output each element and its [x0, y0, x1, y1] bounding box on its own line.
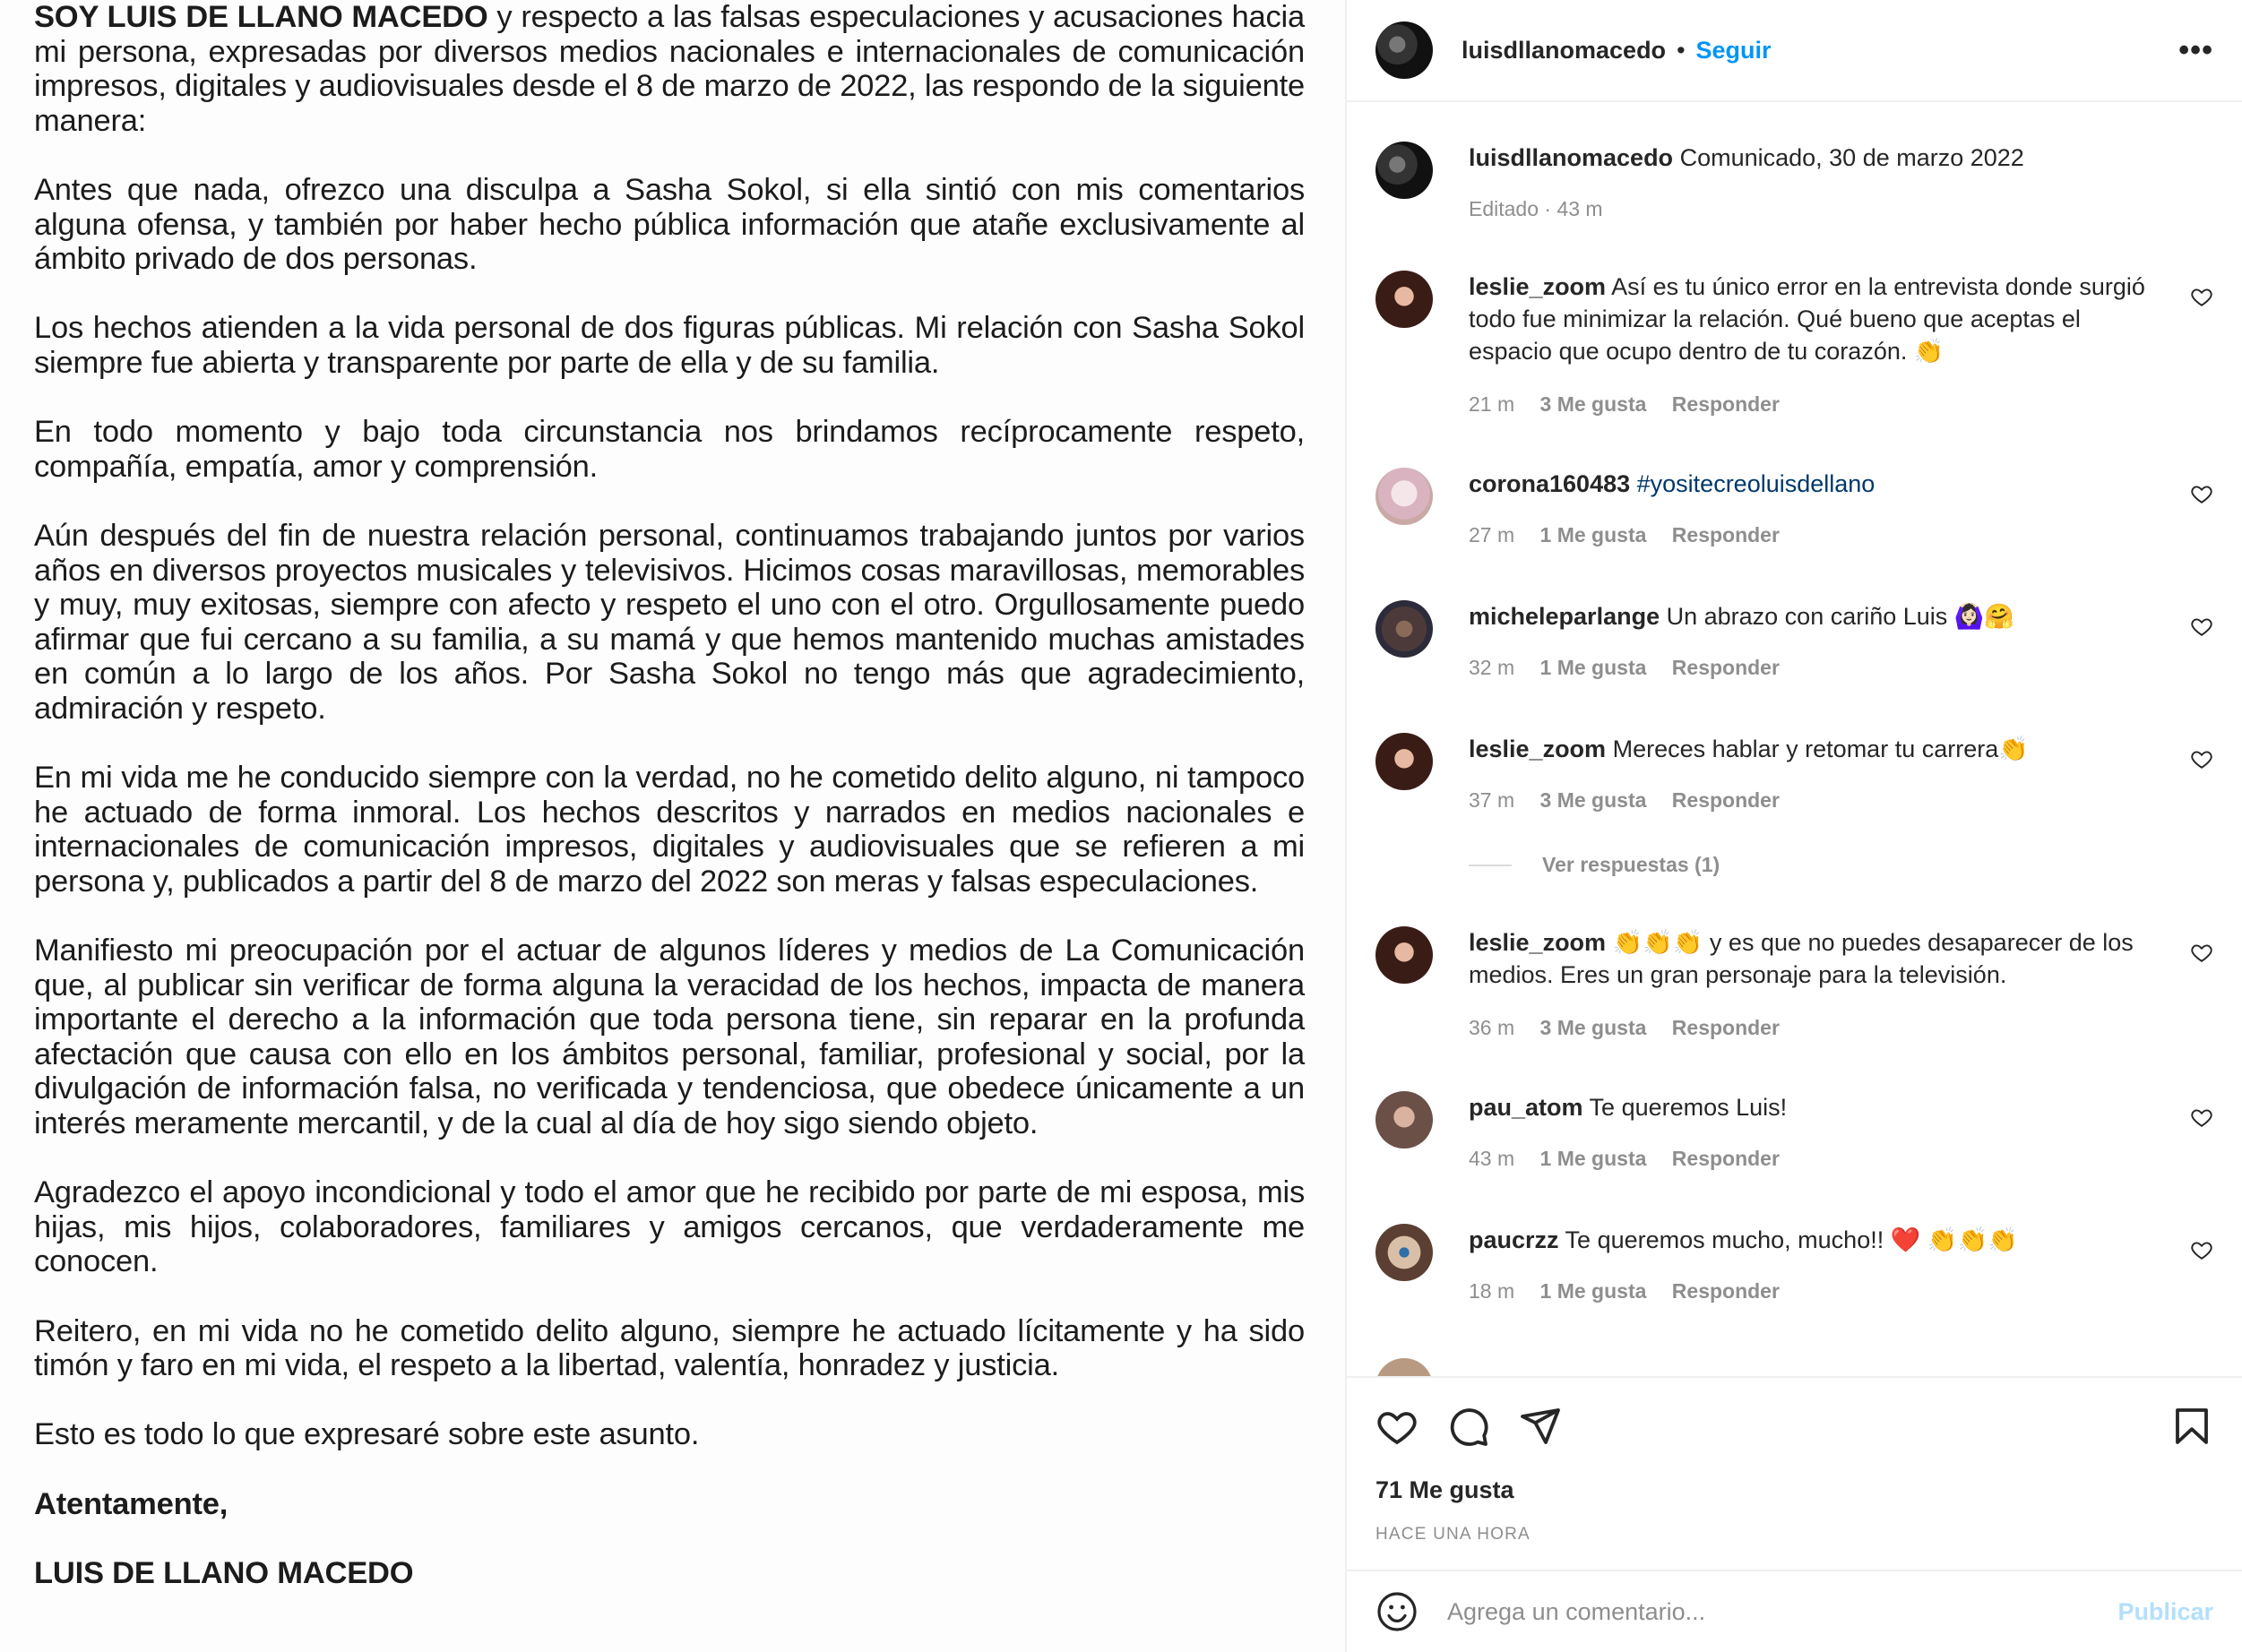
like-comment-heart-icon[interactable] [2190, 941, 2213, 964]
statement-paragraph: SOY LUIS DE LLANO MACEDO y respecto a las falsas especulaciones y acusaciones hacia mi persona, expresadas por diversos medios nacionales e internacionales de comunicación impresos, digitales y audiovisuales desde el 8 de marzo de 2022, las respondo de la siguiente manera: [34, 0, 1305, 138]
comment-likes[interactable]: 1 Me gusta [1539, 656, 1647, 679]
like-comment-heart-icon[interactable] [2190, 1238, 2213, 1261]
avatar[interactable] [1375, 1358, 1433, 1376]
more-options-icon[interactable]: ••• [2178, 32, 2213, 67]
statement-author-lead: SOY LUIS DE LLANO MACEDO [34, 0, 488, 34]
statement-paragraph: En todo momento y bajo toda circunstancia nos brindamos recíprocamente respeto, compañía, empatía, amor y comprensión. [34, 415, 1305, 484]
reply-button[interactable]: Responder [1671, 392, 1780, 416]
comment-time: 37 m [1469, 788, 1515, 812]
statement-paragraph: Antes que nada, ofrezco una disculpa a Sasha Sokol, si ella sintió con mis comentarios alguna ofensa, y también por haber hecho pública información que atañe exclusivamente al ámbito privado de dos personas. [34, 172, 1305, 277]
comment-likes[interactable]: 1 Me gusta [1539, 1279, 1647, 1303]
statement-paragraph: Manifiesto mi preocupación por el actuar de algunos líderes y medios de La Comunicación que, al publicar sin verificar de forma alguna la veracidad de los hechos, impacta de manera importante el derecho a la información que toda persona tiene, sin reparar en la profunda afectación que causa con ello en los ámbitos personal, familiar, profesional y social, por la divulgación de información falsa, no verificada y tendenciosa, que obedece únicamente a un interés meramente mercantil, y de la cual al día de hoy sigo siendo objeto. [34, 934, 1305, 1140]
statement-paragraph: Esto es todo lo que expresaré sobre este asunto. [34, 1417, 700, 1452]
avatar[interactable] [1375, 1224, 1433, 1281]
comment-likes[interactable]: 3 Me gusta [1539, 1016, 1647, 1039]
reply-button[interactable]: Responder [1671, 1279, 1780, 1303]
emoji-icon[interactable] [1375, 1590, 1418, 1633]
comment-meta [1469, 788, 1799, 813]
avatar[interactable] [1375, 468, 1433, 525]
statement-paragraph: En mi vida me he conducido siempre con la verdad, no he cometido delito alguno, ni tampoco he actuado de forma inmoral. Los hechos descritos y narrados en medios nacionales e internacionales de comunicación impresos, digitales y audiovisuales que se refieren a mi persona y, publicados a partir del 8 de marzo del 2022 son meras y falsas especulaciones. [34, 761, 1305, 899]
avatar[interactable] [1375, 142, 1433, 199]
comment-meta [1469, 656, 1799, 680]
comment-meta [1469, 523, 1799, 547]
like-comment-heart-icon[interactable] [2190, 1106, 2213, 1129]
comment-username[interactable]: pau_atom [1469, 1094, 1583, 1121]
post-side-panel [1347, 0, 2242, 1652]
post-actions [1347, 1376, 2242, 1570]
statement-signature: LUIS DE LLANO MACEDO [34, 1555, 414, 1590]
comment-username[interactable]: paucrzz [1469, 1226, 1559, 1253]
statement-paragraph: Reitero, en mi vida no he cometido delito alguno, siempre he actuado lícitamente y ha sido timón y faro en mi vida, el respeto a la libertad, valentía, honradez y justicia. [34, 1313, 1305, 1383]
statement-paragraph: Agradezco el apoyo incondicional y todo el amor que he recibido por parte de mi esposa, mis hijas, mis hijos, colaboradores, familiares y amigos cercanos, que verdaderamente me conocen. [34, 1175, 1305, 1279]
comment-username[interactable]: micheleparlange [1469, 603, 1660, 630]
reply-button[interactable]: Responder [1671, 788, 1780, 812]
comment-icon[interactable] [1447, 1405, 1490, 1448]
comment-text: Te queremos mucho, mucho!! ❤️ 👏👏👏 [1565, 1226, 2018, 1253]
comment-meta [1469, 1147, 1799, 1171]
reply-button[interactable]: Responder [1671, 523, 1780, 546]
author-avatar[interactable] [1375, 22, 1433, 79]
likes-count[interactable]: 71 Me gusta [1375, 1476, 1514, 1503]
comment-text: Así es tu único error en la entrevista donde surgió todo fue minimizar la relación. Qué bueno que aceptas el espacio que ocupo dentro de tu corazón. 👏 [1469, 273, 2145, 365]
like-comment-heart-icon[interactable] [2190, 747, 2213, 770]
caption-text: Comunicado, 30 de marzo 2022 [1679, 144, 2024, 171]
comment-input[interactable] [1447, 1598, 2117, 1626]
post-timestamp: HACE UNA HORA [1375, 1525, 1531, 1544]
add-comment-bar [1347, 1570, 2242, 1652]
post-header [1347, 0, 2242, 102]
like-comment-heart-icon[interactable] [2190, 482, 2213, 505]
comment-meta [1469, 1279, 1799, 1304]
avatar[interactable] [1375, 600, 1433, 658]
replies-divider [1469, 865, 1512, 866]
comment-time: 18 m [1469, 1279, 1515, 1303]
comment-username[interactable]: luisdllanomacedo [1469, 144, 1674, 171]
hashtag-link[interactable]: #yositecreoluisdellano [1636, 470, 1876, 497]
comment-text: Te queremos Luis! [1589, 1094, 1788, 1121]
author-username[interactable]: luisdllanomacedo [1462, 36, 1667, 64]
comment-username[interactable]: leslie_zoom [1469, 736, 1607, 762]
separator-dot: • [1677, 36, 1686, 64]
view-replies-button[interactable]: Ver respuestas (1) [1469, 853, 1720, 877]
comment-username[interactable]: leslie_zoom [1469, 929, 1607, 956]
publish-button[interactable]: Publicar [2117, 1597, 2213, 1625]
comment-time: 43 m [1469, 1147, 1515, 1170]
avatar[interactable] [1375, 271, 1433, 328]
partially-visible-comment [1375, 1358, 1433, 1376]
comment-text: Un abrazo con cariño Luis 🙆🏻‍♀️🤗 [1666, 603, 2015, 630]
like-comment-heart-icon[interactable] [2190, 285, 2213, 308]
reply-button[interactable]: Responder [1671, 656, 1780, 679]
comment-text: Mereces hablar y retomar tu carrera👏 [1612, 736, 2029, 762]
comment-likes[interactable]: 3 Me gusta [1539, 392, 1647, 416]
comment-text: 👏👏👏 y es que no puedes desaparecer de los medios. Eres un gran personaje para la televisión. [1469, 929, 2134, 988]
like-comment-heart-icon[interactable] [2190, 615, 2213, 638]
comment-likes[interactable]: 1 Me gusta [1539, 523, 1647, 546]
statement-paragraph: Los hechos atienden a la vida personal de dos figuras públicas. Mi relación con Sasha Sokol siempre fue abierta y transparente por parte de ella y de su familia. [34, 311, 1305, 380]
comment-time: 27 m [1469, 523, 1515, 546]
comment-likes[interactable]: 3 Me gusta [1539, 788, 1647, 812]
statement-text [34, 0, 1305, 1590]
avatar[interactable] [1375, 926, 1433, 984]
comment-time: 21 m [1469, 392, 1515, 416]
reply-button[interactable]: Responder [1671, 1016, 1780, 1039]
follow-button[interactable]: Seguir [1695, 36, 1772, 64]
comment-time: 32 m [1469, 656, 1515, 679]
like-heart-icon[interactable] [1375, 1405, 1418, 1448]
avatar[interactable] [1375, 1091, 1433, 1149]
save-bookmark-icon[interactable] [2170, 1405, 2213, 1448]
comment-likes[interactable]: 1 Me gusta [1539, 1147, 1647, 1170]
share-icon[interactable] [1519, 1405, 1562, 1448]
comments-list[interactable] [1347, 104, 2242, 1376]
comment-meta [1469, 392, 1799, 417]
comment-username[interactable]: corona160483 [1469, 470, 1631, 497]
comment-meta [1469, 1016, 1799, 1040]
comment-time: 36 m [1469, 1016, 1515, 1039]
caption-meta: Editado · 43 m [1469, 197, 1603, 220]
reply-button[interactable]: Responder [1671, 1147, 1780, 1170]
avatar[interactable] [1375, 733, 1433, 790]
statement-paragraph: Aún después del fin de nuestra relación personal, continuamos trabajando juntos por varios años en diversos proyectos musicales y televisivos. Hicimos cosas maravillosas, memorables y muy, muy exitosas, siempre con afecto y respeto el uno con el otro. Orgullosamente puedo afirmar que fui cercano a su familia, a su mamá y que hemos mantenido muchas amistades en común a lo largo de los años. Por Sasha Sokol no tengo más que agradecimiento, admiración y respeto. [34, 518, 1305, 726]
statement-closing: Atentamente, [34, 1486, 229, 1521]
comment-username[interactable]: leslie_zoom [1469, 273, 1607, 300]
